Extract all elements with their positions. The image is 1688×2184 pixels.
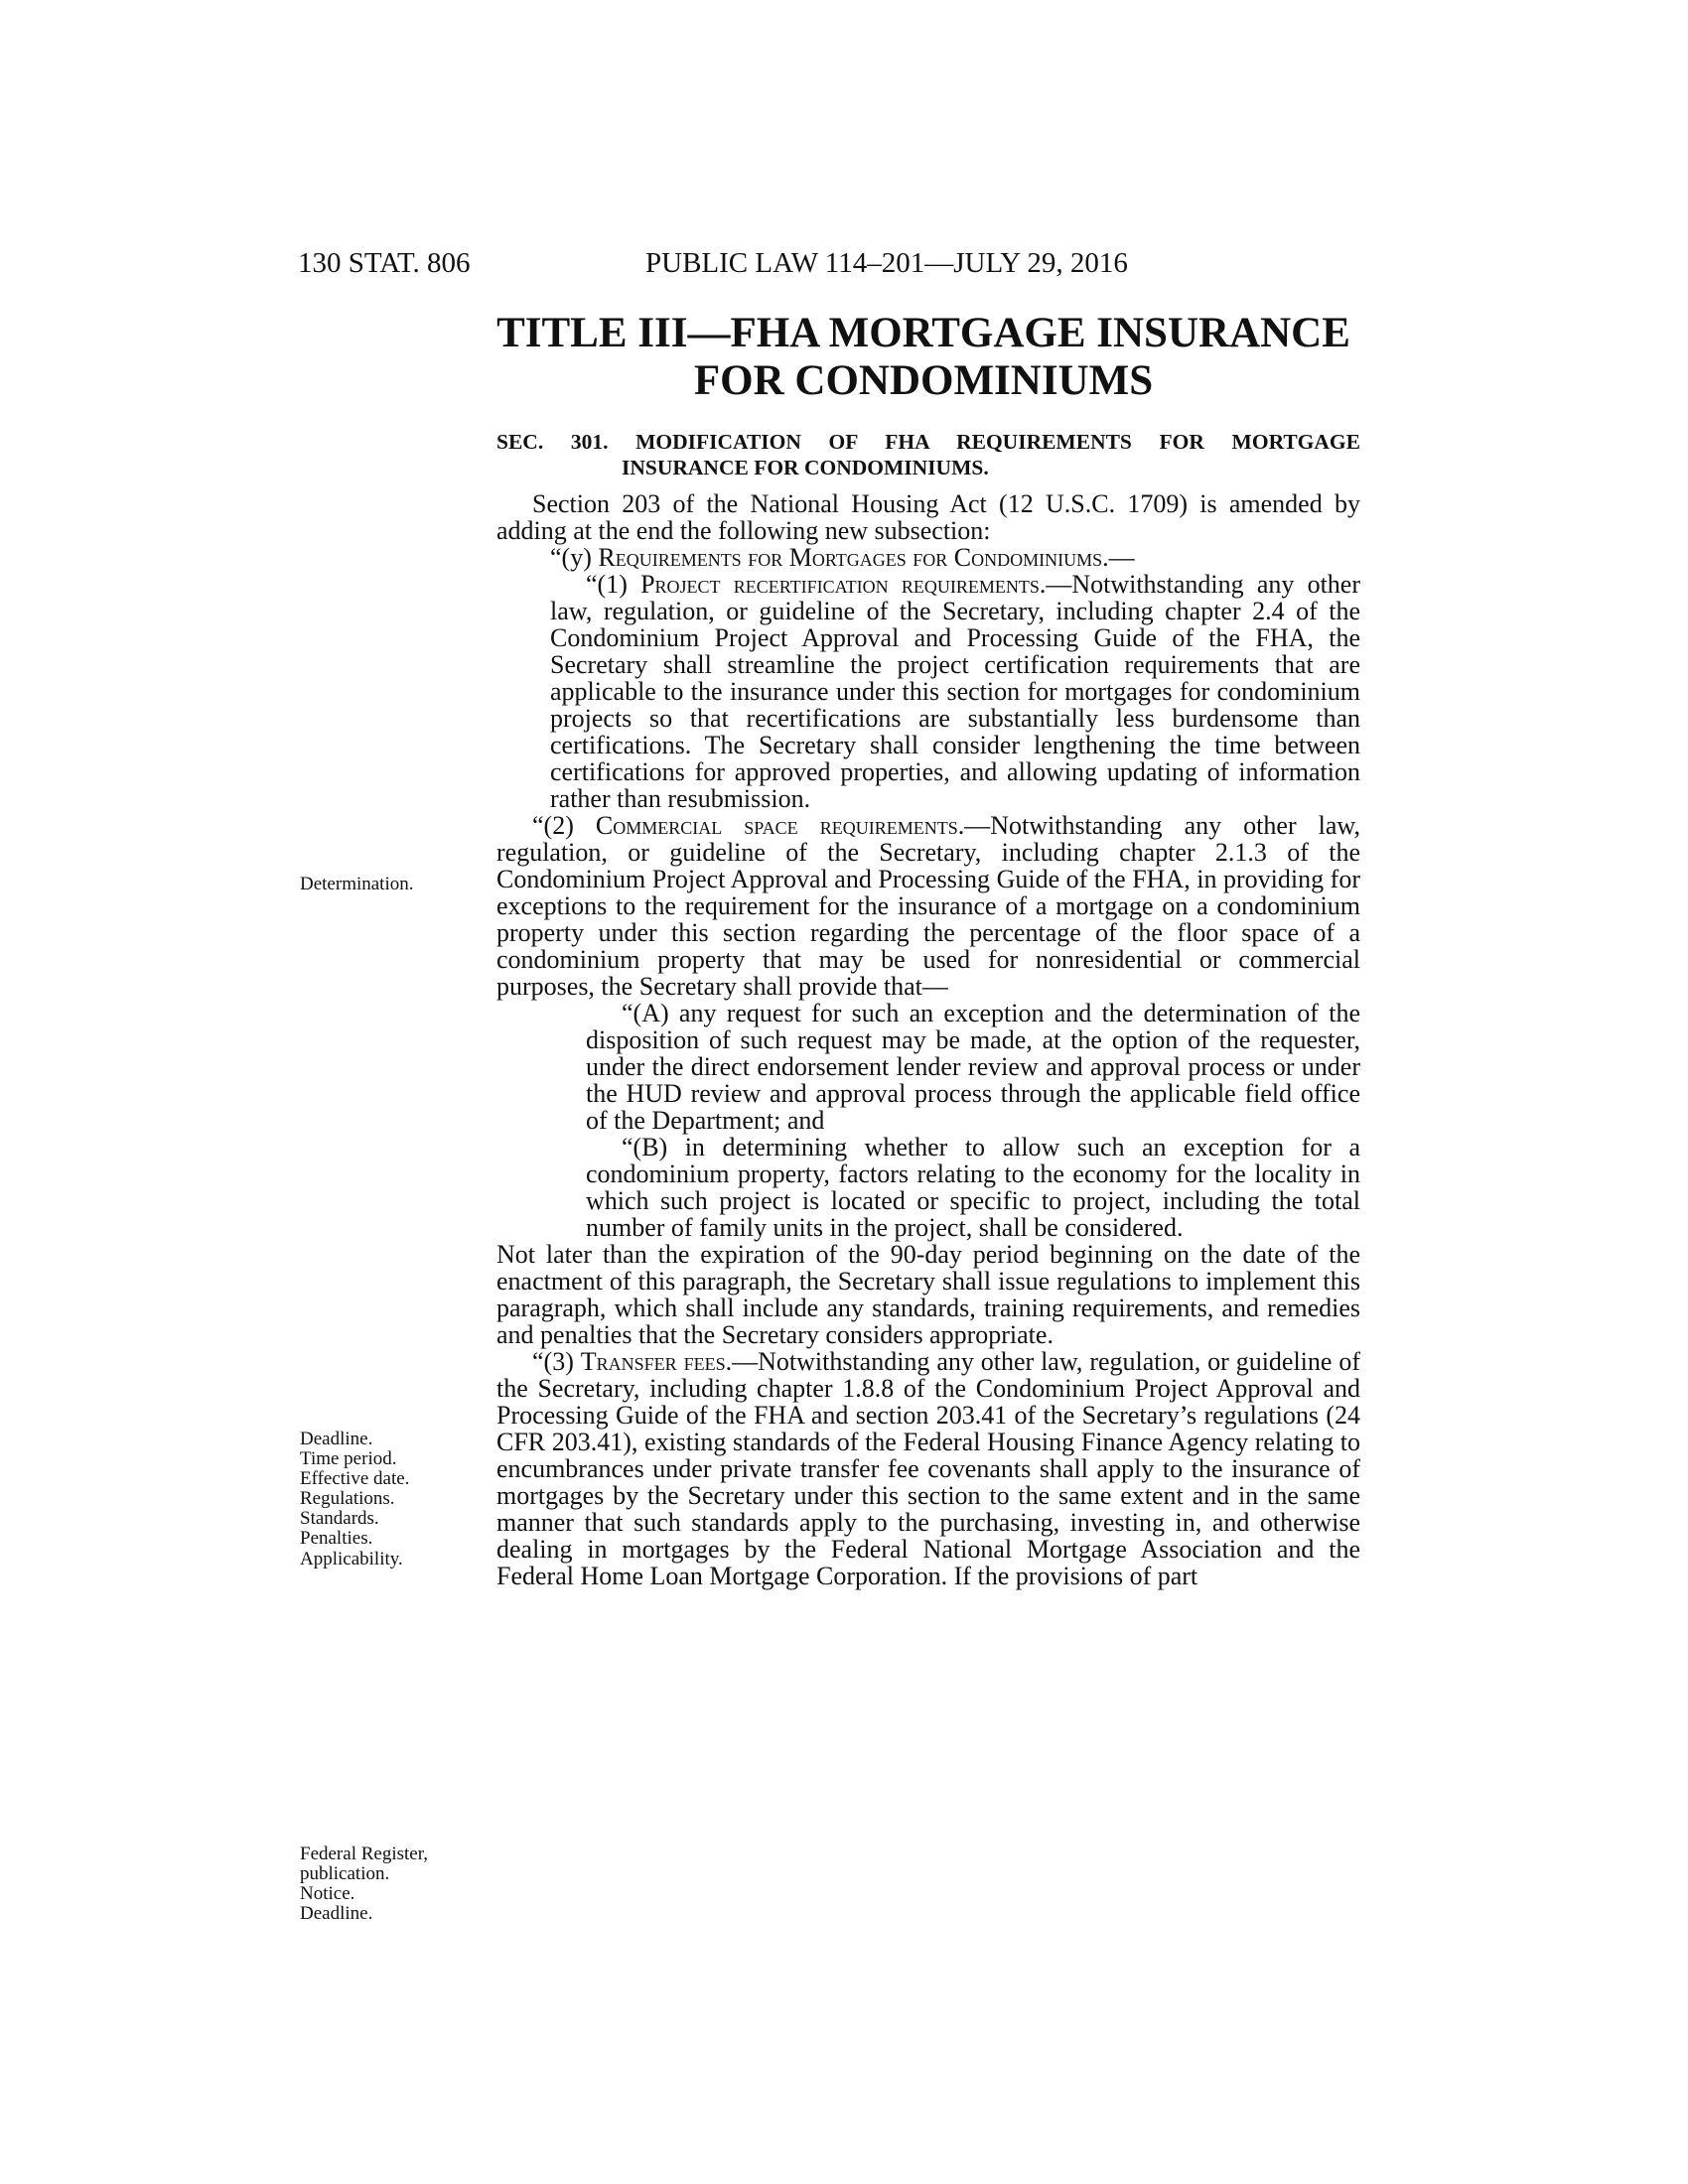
running-header: [298, 247, 1350, 287]
margin-note: Notice.: [300, 1883, 355, 1904]
margin-note: Determination.: [300, 874, 414, 894]
subparagraph-b: “(B) in determining whether to allow such an exception for a condominium property, factors relating to the economy for the locality in which such project is located or specific to project, including the total number of family units in the project, shall be considered.: [586, 1133, 1360, 1242]
margin-note: publication.: [300, 1863, 390, 1884]
margin-note-applicability: [300, 1550, 489, 1570]
paragraph-2-closing: Not later than the expiration of the 90-day period beginning on the date of the enactment of this paragraph, the Secretary shall issue regulations to implement this paragraph, which shall include any standards, training requirements, and remedies and penalties that the Secretary considers appropriate.: [496, 1240, 1360, 1349]
subsection-y-title: Requirements for Mortgages for Condominiums: [598, 543, 1103, 572]
margin-note: Regulations.: [300, 1488, 395, 1509]
paragraph-1-number: “(1): [586, 570, 641, 599]
margin-note: Deadline.: [300, 1429, 373, 1449]
statute-page-number: 130 STAT. 806: [298, 247, 471, 279]
paragraph-2-text: .—Notwithstanding any other law, regulation, or guideline of the Secretary, including chapter 2.1.3 of the Condominium Project Approval and Processing Guide of the FHA, in providing for exceptions to the requirement for the insurance of a mortgage on a condominium property under this section regarding the percentage of the floor space of a condominium property that may be used for nonresidential or commercial purposes, the Secretary shall provide that—: [496, 811, 1360, 1001]
margin-note: Effective date.: [300, 1468, 410, 1489]
title-line-2: FOR CONDOMINIUMS: [693, 357, 1154, 404]
subsection-y-dash: .—: [1102, 543, 1135, 572]
intro-paragraph: Section 203 of the National Housing Act (12 U.S.C. 1709) is amended by adding at the end the following new subsection:: [496, 489, 1360, 545]
title-heading: [496, 310, 1350, 405]
paragraph-1-heading: Project recertification requirements: [640, 570, 1040, 599]
paragraph-3-number: “(3): [532, 1347, 581, 1376]
margin-note-group-federal-register: [300, 1844, 489, 1924]
paragraph-1: [496, 571, 1360, 812]
paragraph-3: [496, 1348, 1360, 1589]
paragraph-2-number: “(2): [532, 811, 596, 840]
subsection-y-number: “(y): [550, 543, 599, 572]
margin-note: Deadline.: [300, 1903, 373, 1924]
subsection-y-heading: [496, 544, 1360, 571]
margin-note-group-deadline: [300, 1430, 489, 1549]
margin-note: Penalties.: [300, 1528, 373, 1549]
section-heading: [496, 429, 1360, 480]
paragraph-3-text: .—Notwithstanding any other law, regulation, or guideline of the Secretary, including chapter 1.8.8 of the Condominium Project Approval and Processing Guide of the FHA and section 203.41 of the Secretary’s regulations (24 CFR 203.41), existing standards of the Federal Housing Finance Agency relating to encumbrances under private transfer fee covenants shall apply to the insurance of mortgages by the Secretary under this section to the same extent and in the same manner that such standards apply to the purchasing, investing in, and otherwise dealing in mortgages by the Federal National Mortgage Association and the Federal Home Loan Mortgage Corporation. If the provisions of part: [496, 1347, 1361, 1590]
paragraph-3-heading: Transfer fees: [580, 1347, 726, 1376]
margin-note-determination: [300, 875, 489, 894]
paragraph-2-heading: Commercial space requirements: [595, 811, 958, 840]
paragraph-2: [496, 812, 1360, 1000]
section-body: [496, 490, 1360, 1589]
paragraph-1-text: .—Notwithstanding any other law, regulation, or guideline of the Secretary, including chapter 2.4 of the Condominium Project Approval and Processing Guide of the FHA, the Secretary shall streamline the project certification requirements that are applicable to the insurance under this section for mortgages for condominium projects so that recertifications are substantially less burdensome than certifications. The Secretary shall consider lengthening the time between certifications for approved properties, and allowing updating of information rather than resubmission.: [550, 570, 1361, 813]
margin-note: Federal Register,: [300, 1843, 429, 1864]
title-line-1: TITLE III—FHA MORTGAGE INSURANCE: [496, 310, 1350, 356]
public-law-citation: PUBLIC LAW 114–201—JULY 29, 2016: [645, 247, 1128, 279]
margin-note: Standards.: [300, 1508, 379, 1529]
subparagraph-a: “(A) any request for such an exception and the determination of the disposition of such request may be made, at the option of the requester, under the direct endorsement lender review and approval process or under the HUD review and approval process through the applicable field office of the Department; and: [586, 999, 1360, 1135]
section-heading-line-2: INSURANCE FOR CONDOMINIUMS.: [622, 456, 989, 479]
margin-note: Time period.: [300, 1448, 397, 1469]
margin-note: Applicability.: [300, 1549, 403, 1570]
section-heading-line-1: SEC. 301. MODIFICATION OF FHA REQUIREMENTS FOR MORTGAGE: [496, 430, 1360, 454]
